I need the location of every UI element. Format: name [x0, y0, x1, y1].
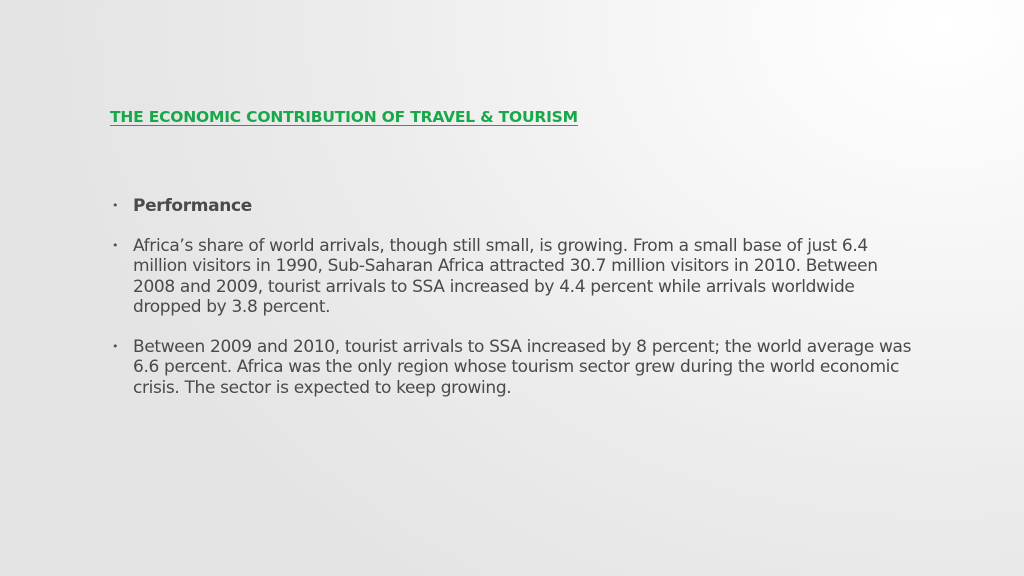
bullet-marker: •: [112, 238, 119, 252]
bullet-text: Between 2009 and 2010, tourist arrivals to SSA increased by 8 percent; the world average was 6.6 percent. Africa was the only region whose tourism sector grew during the world economic crisis. The sector is expected to keep growing.: [133, 336, 912, 398]
slide-title: THE ECONOMIC CONTRIBUTION OF TRAVEL & TOURISM: [110, 108, 578, 126]
bullet-item-performance: [112, 196, 912, 217]
bullet-item-ssa-growth: [112, 337, 912, 399]
bullet-marker: •: [112, 199, 119, 212]
bullet-list: [112, 196, 912, 398]
bullet-heading: Performance: [133, 196, 252, 216]
bullet-marker: •: [112, 339, 119, 353]
bullet-item-world-arrivals: [112, 236, 912, 318]
bullet-text: Africa’s share of world arrivals, though still small, is growing. From a small base of just 6.4 million visitors in 1990, Sub-Saharan Africa attracted 30.7 million visitors in 2010. Between 2008 and 2009, tourist arrivals to SSA increased by 4.4 percent while arrivals worldwide dropped by 3.8 percent.: [133, 235, 878, 317]
